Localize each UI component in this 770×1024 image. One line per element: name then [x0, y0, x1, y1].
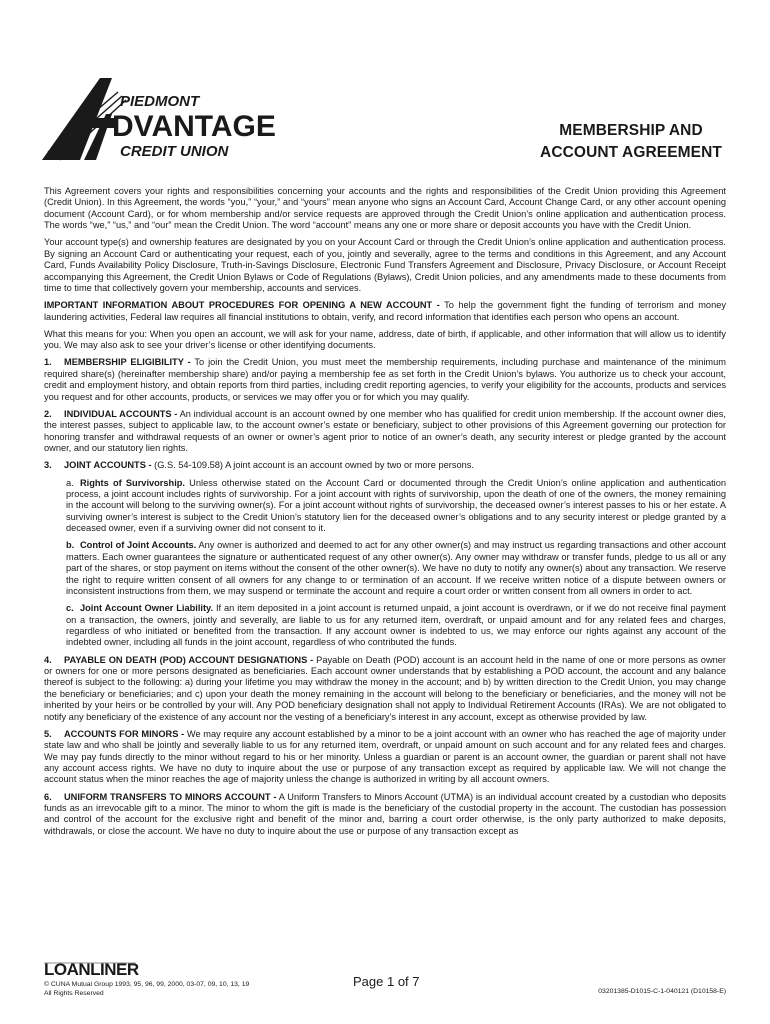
subsection-rights-of-survivorship	[66, 478, 726, 535]
section-text: An individual account is an account owned by one member who has qualified for credit union membership. If the account owner dies, the interest passes, subject to applicable law, to the account owner’s estate or beneficiary, subject to other provisions of this Agreement governing our protection for honoring transfer and withdrawal requests of an owner or owner’s agent prior to notice of an owner’s death, any security interest or pledge granted by the account owner, and our statutory lien rights.	[44, 408, 726, 454]
subsection-joint-account-owner-liability	[66, 603, 726, 649]
form-code: 03201385-D1015-C-1-040121 (D10158-E)	[598, 988, 726, 995]
important-info-paragraph	[44, 300, 726, 323]
section-number: 2.	[44, 408, 52, 419]
subsection-text: If an item deposited in a joint account is returned unpaid, a joint account is overdrawn, or if we do not receive final payment on a transaction, the owners, jointly and severally, are liable to us for any returned item, overdraft, or unpaid amount and for any related fees and charges, regardless of who initiated or benefited from the transaction. If any account owner is indebted to us, we may enforce our rights against any account of the indebted owner, including all funds in the joint account, regardless of who contributed the funds.	[66, 603, 726, 648]
subsection-control-of-joint-accounts	[66, 540, 726, 597]
subsection-letter: c.	[66, 603, 74, 614]
section-membership-eligibility	[44, 357, 726, 403]
copyright-line-2: All Rights Reserved	[44, 990, 104, 997]
subsection-heading: Joint Account Owner Liability.	[80, 603, 214, 614]
svg-text:PIEDMONT: PIEDMONT	[120, 93, 200, 110]
intro-paragraph-2: Your account type(s) and ownership features are designated by you on your Account Card or through the Credit Union’s online application and authentication process. By signing an Account Card or authenticating your request, each of you, jointly and severally, agree to the terms and conditions in this Agreement, and any Account Card, Funds Availability Policy Disclosure, Truth-in-Savings Disclosure, Electronic Fund Transfers Agreement and Disclosure, Privacy Disclosure, or Account Receipt accompanying this Agreement, the Credit Union Bylaws or Code of Regulations (Bylaws), Credit Union policies, and any amendments made to these documents from time to time that collectively govern your membership, accounts and services.	[44, 237, 726, 294]
svg-text:LOANLINER: LOANLINER	[44, 960, 139, 978]
section-heading: INDIVIDUAL ACCOUNTS -	[64, 408, 178, 419]
section-heading: ACCOUNTS FOR MINORS -	[64, 728, 185, 739]
section-number: 1.	[44, 357, 52, 368]
section-heading: MEMBERSHIP ELIGIBILITY -	[64, 357, 191, 368]
section-text: (G.S. 54-109.58) A joint account is an account owned by two or more persons.	[151, 460, 474, 471]
section-text: Payable on Death (POD) account is an account held in the name of one or more persons as owner or owners for one or more persons designated as beneficiaries. Each account owner understands that by establishing a POD account, the account and any balance thereof is subject to the following: a) during your lifetime you may withdraw the money in the account; and b) by written direction to the Credit Union, you may change the beneficiary or beneficiaries; and c) upon your death the money remaining in the account will belong to the beneficiary or beneficiaries, and the money will not be inherited by your heirs or be controlled by your will. Any POD beneficiary designation shall not apply to Individual Retirement Accounts (IRAs). We are not obligated to notify any beneficiary of the existence of any account nor the vesting of a beneficiary’s interest in any account, except as otherwise provided by law.	[44, 654, 726, 722]
section-number: 5.	[44, 728, 52, 739]
credit-union-logo	[40, 70, 275, 165]
agreement-body	[44, 186, 726, 843]
important-info-text: To help the government fight the funding of terrorism and money laundering activities, Federal law requires all financial institutions to obtain, verify, and record information that identifies each person who opens an account.	[44, 300, 726, 322]
title-line-1: MEMBERSHIP AND	[559, 122, 703, 139]
section-number: 6.	[44, 791, 52, 802]
subsection-letter: a.	[66, 477, 74, 488]
subsection-letter: b.	[66, 540, 75, 551]
section-text: To join the Credit Union, you must meet the membership requirements, including purchase and maintenance of the minimum required share(s) (hereinafter membership share) and/or paying a membership fee as set forth in the Credit Union’s bylaws. You authorize us to check your account, credit and employment history, and obtain reports from third parties, including credit reporting agencies, to verify your eligibility for the accounts, products and services you request and for other accounts, products, or services we may offer you or for which you may qualify.	[44, 357, 726, 402]
section-heading: JOINT ACCOUNTS -	[64, 460, 152, 471]
svg-text:CREDIT UNION: CREDIT UNION	[120, 143, 229, 160]
loanliner-logo-graphic	[44, 960, 154, 978]
section-accounts-for-minors	[44, 729, 726, 786]
section-number: 3.	[44, 460, 52, 471]
subsection-text: Unless otherwise stated on the Account Card or documented through the Credit Union’s online application and authentication process, a joint account includes rights of survivorship. For a joint account with rights of survivorship, upon the death of one of the owners, the money remaining in the account will belong to the surviving owner(s). For a joint account without rights of survivorship, the deceased owner’s interest passes to his or her estate. A surviving owner’s interest is subject to the Credit Union’s statutory lien for the deceased owner’s obligations and to any security interest or pledge granted by a deceased owner, even if a surviving owner did not consent to it.	[66, 477, 726, 534]
section-individual-accounts	[44, 409, 726, 455]
section-text: We may require any account established by a minor to be a joint account with an owner who has reached the age of majority under state law and who shall be jointly and severally liable to us for any returned item, overdraft, or unpaid amount on such account and for any related fees and charges. We may pay funds directly to the minor without regard to his or her minority. Unless a guardian or parent is an account owner, the guardian or parent shall not have any account access rights. We have no duty to inquire about the use or purpose of any transaction except as required by applicable law. We will not change the account status when the minor reaches the age of majority unless the change is authorized in writing by all account owners.	[44, 728, 726, 785]
section-text: A Uniform Transfers to Minors Account (UTMA) is an individual account created by a custodian who deposits funds as an irrevocable gift to a minor. The minor to whom the gift is made is the beneficiary of the custodial property in the account. The custodian has possession and control of the account for the exclusive right and benefit of the minor and, barring a court order otherwise, is the only party authorized to make deposits, withdrawals, or close the account. We have no duty to inquire about the use or purpose of any transaction except as	[44, 791, 726, 836]
section-heading: PAYABLE ON DEATH (POD) ACCOUNT DESIGNATIONS -	[64, 654, 314, 665]
intro-paragraph-1: This Agreement covers your rights and responsibilities concerning your accounts and the rights and responsibilities of the Credit Union providing this Agreement (Credit Union). In this Agreement, the words “you,” “your,” and “yours” mean anyone who signs an Account Card, Account Change Card, or any other account opening document (Account Card), or for whom membership and/or service requests are approved through the Credit Union’s online application and authentication process. The words “we,” “us,” and “our” mean the Credit Union. The word “account” means any one or more share or deposit accounts you have with the Credit Union.	[44, 186, 726, 231]
section-pod-designations	[44, 655, 726, 723]
section-joint-accounts	[44, 460, 726, 471]
page-number: Page 1 of 7	[353, 974, 420, 989]
svg-text:DVANTAGE: DVANTAGE	[112, 110, 275, 143]
subsection-text: Any owner is authorized and deemed to act for any other owner(s) and may instruct us regarding transactions and other account matters. Each owner guarantees the signature or authenticated request of any other owner(s). Any owner may withdraw or transfer funds, pledge to us all or any part of the shares, or stop payment on items without the consent of the other owner(s). We have no duty to notify any owner(s) about any transaction. We reserve the right to require written consent of all owners for any change to or termination of an account. If we receive written notice of a dispute between owners or inconsistent instructions from them, we may suspend or terminate the account and require a court order or written consent from all owners in order to act.	[66, 540, 726, 596]
loanliner-logo	[44, 960, 154, 978]
copyright-line-1: © CUNA Mutual Group 1993, 95, 96, 99, 2000, 03-07, 09, 10, 13, 19	[44, 981, 250, 988]
subsection-heading: Control of Joint Accounts.	[80, 540, 197, 551]
important-info-heading: IMPORTANT INFORMATION ABOUT PROCEDURES FOR OPENING A NEW ACCOUNT -	[44, 300, 440, 311]
section-uniform-transfers-to-minors	[44, 792, 726, 838]
section-number: 4.	[44, 654, 52, 665]
section-heading: UNIFORM TRANSFERS TO MINORS ACCOUNT -	[64, 791, 277, 802]
what-this-means-paragraph: What this means for you: When you open an account, we will ask for your name, address, date of birth, if applicable, and other information that will allow us to identify you. We may also ask to see your driver’s license or other identifying documents.	[44, 328, 726, 351]
document-title	[540, 120, 722, 164]
title-line-2: ACCOUNT AGREEMENT	[540, 144, 722, 161]
copyright-notice	[44, 980, 249, 998]
subsection-heading: Rights of Survivorship.	[80, 477, 185, 488]
logo-graphic	[40, 70, 275, 165]
